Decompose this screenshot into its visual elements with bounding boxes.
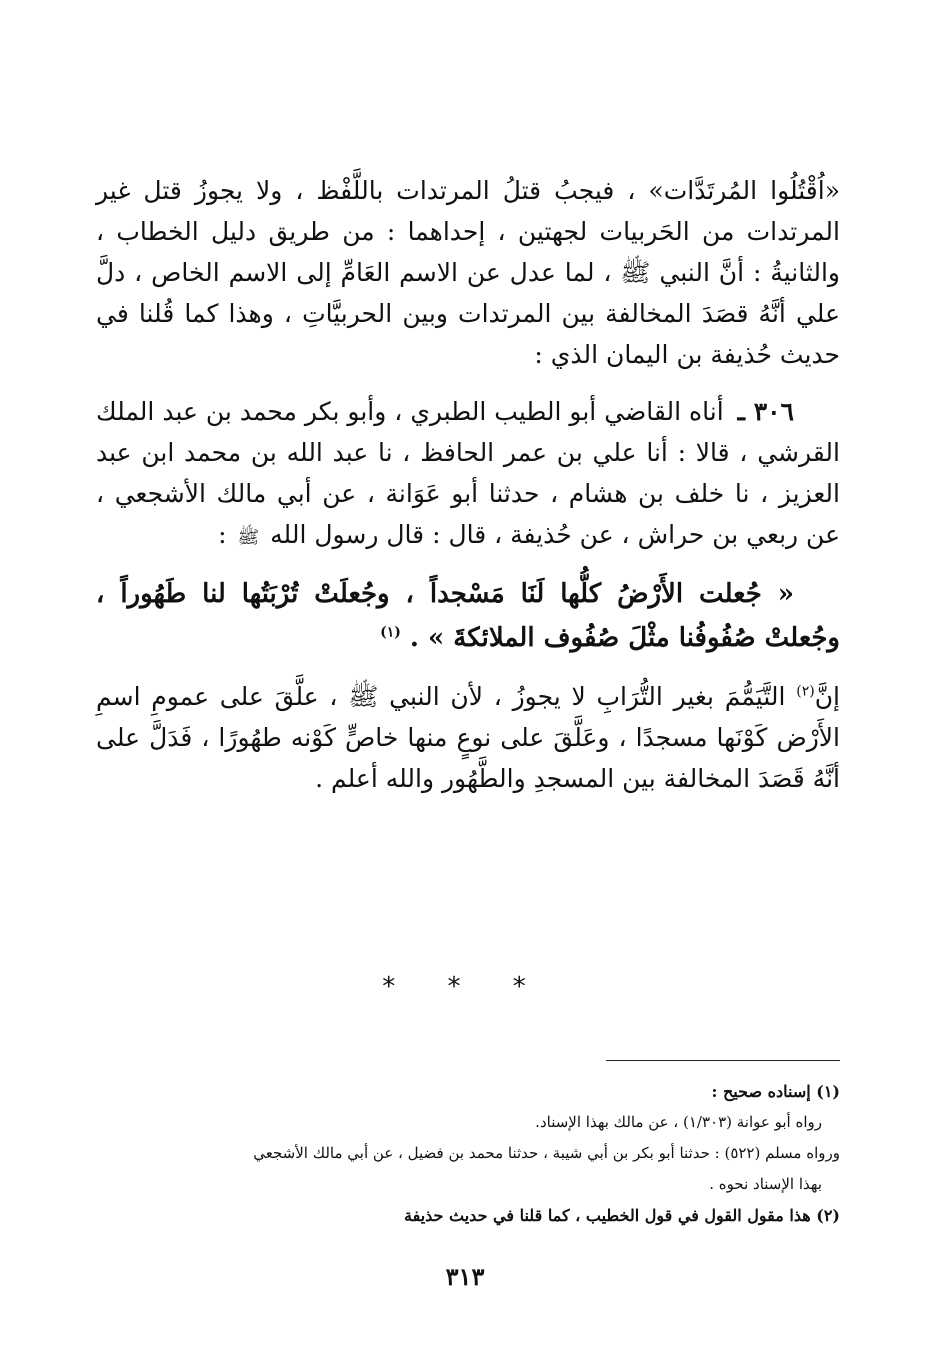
- paragraph-commentary: [96, 676, 840, 799]
- page-number: ٣١٣: [445, 1262, 485, 1291]
- footnote-1-line-1: رواه أبو عوانة (١/٣٠٣) ، عن مالك بهذا الإسناد.: [535, 1113, 822, 1131]
- commentary-text: التَّيَمُّمَ بغير التُّرَابِ لا يجوزُ ، لأن النبي ﷺ ، علَّقَ على عمومِ اسمِ الأَرْض كَوْنَها مسجدًا ، وعَلَّقَ على نوعٍ منها خاصٍّ كَوْنه طهُورًا ، فَدَلَّ على أنَّهُ قَصَدَ المخالفة بين المسجدِ والطَّهُور والله أعلم .: [96, 682, 840, 793]
- footnote-2: (٢) هذا مقول القول في قول الخطيب ، كما قلنا في حديث حذيفة: [404, 1206, 840, 1225]
- footnote-divider: [606, 1060, 840, 1061]
- footnotes: [80, 1076, 840, 1231]
- footnote-ref-2[interactable]: (٢): [796, 683, 815, 700]
- salawat-glyph: ﷺ: [237, 527, 260, 548]
- hadith-isnad-paragraph: [96, 391, 840, 558]
- hadith-number: ٣٠٦ ـ: [737, 397, 794, 426]
- footnote-ref-1[interactable]: (١): [380, 624, 401, 641]
- hadith-matn: [96, 572, 840, 660]
- hadith-text: « جُعلت الأَرْضُ كلُّها لَنَا مَسْجداً ، وجُعلَتْ تُرْبَتُها لنا طَهُوراً ، وجُعلتْ صُفُوفُنا مثْلَ صُفُوف الملائكةَ » .: [96, 579, 840, 653]
- footnote-1-line-3: بهذا الإسناد نحوه .: [709, 1175, 822, 1193]
- footnote-1-line-2: ورواه مسلم (٥٢٢) : حدثنا أبو بكر بن أبي شيبة ، حدثنا محمد بن فضيل ، عن أبي مالك الأشجعي: [253, 1144, 840, 1162]
- isnad-end: :: [218, 520, 227, 549]
- isnad-text: أناه القاضي أبو الطيب الطبري ، وأبو بكر محمد بن عبد الملك القرشي ، قالا : أنا علي بن عمر الحافظ ، نا عبد الله بن محمد ابن عبد العزيز ، نا خلف بن هشام ، حدثنا أبو عَوَانة ، عن أبي مالك الأشجعي ، عن ربعي بن حراش ، عن حُذيفة ، قال : قال رسول الله: [96, 397, 840, 549]
- section-separator: * * *: [382, 972, 548, 1002]
- paragraph-intro: «اُقْتُلُوا المُرتَدَّات» ، فيجبُ قتلُ المرتدات باللَّفْظ ، ولا يجوزُ قتل غير المرتدات من الحَربيات لجهتين ، إحداهما : من طريق دليل الخطاب ، والثانيةُ : أنَّ النبي ﷺ ، لما عدل عن الاسم العَامِّ إلى الاسم الخاص ، دلَّ علي أنَّهُ قصَدَ المخالفة بين المرتدات وبين الحربيَّاتِ ، وهذا كما قُلنا في حديث حُذيفة بن اليمان الذي :: [96, 176, 840, 369]
- commentary-start: إنَّ: [814, 682, 840, 711]
- footnote-1-heading: (١) إسناده صحيح :: [711, 1082, 840, 1101]
- main-text: [96, 170, 840, 799]
